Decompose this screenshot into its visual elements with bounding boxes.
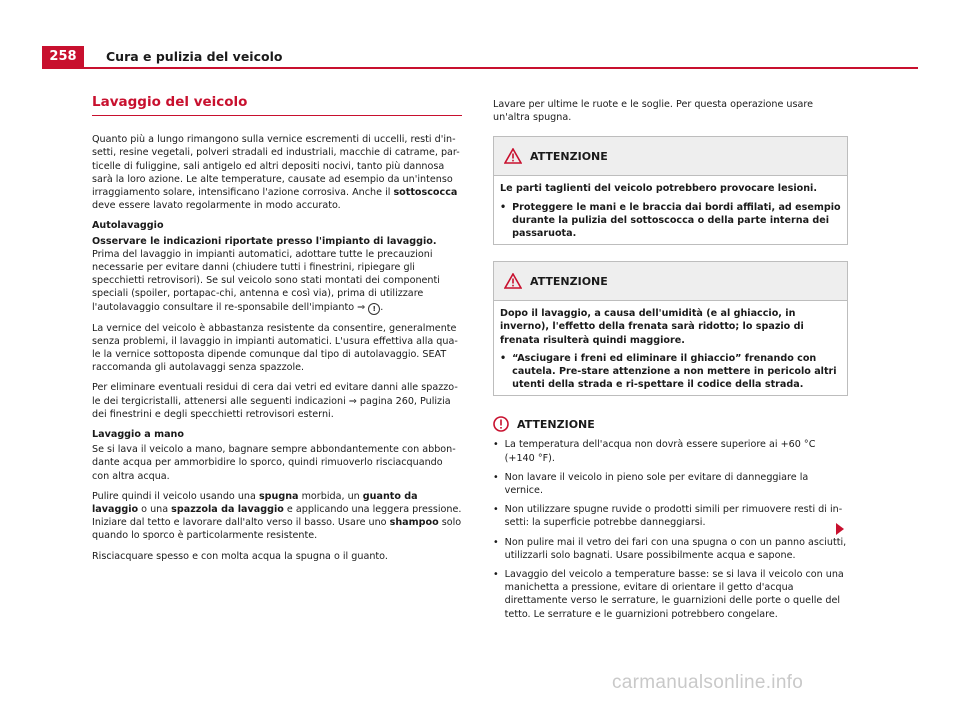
header-divider: [42, 67, 918, 69]
manual-wash-paragraph-3: Risciacquare spesso e con molta acqua la spugna o il guanto.: [92, 550, 388, 562]
warning-triangle-icon: [504, 148, 522, 164]
note-item: • Lavaggio del veicolo a temperature basse: se si lava il veicolo con una manichetta a pressione, evitare di orientare il getto d'acqua direttamente verso le serrature, le guarnizioni delle porte o quelle del tetto. Le serrature e le guarnizioni potrebbero congelare.: [493, 569, 844, 620]
autolavaggio-paragraph-1: Osservare le indicazioni riportate presso l'impianto di lavaggio. Prima del lavaggio in impianti automatici, adottare tutte le precauzioni necessarie per evitare danni (chiudere tutti i finestrini, ripiegare gli specchietti retrovisori). Se sul veicolo sono stati montati dei componenti speciali (spoiler, portapac-chi, antenna e così via), prima di utilizzare l'autolavaggio consultare il re-sponsabile dell'impianto ⇒ ! .: [92, 235, 440, 313]
note-item: • Non lavare il veicolo in pieno sole per evitare di danneggiare la vernice.: [493, 471, 809, 497]
right-intro: Lavare per ultime le ruote e le soglie. Per questa operazione usare un'altra spugna.: [493, 99, 813, 124]
warning-title: ATTENZIONE: [530, 274, 608, 288]
note-item: • Non pulire mai il vetro dei fari con una spugna o con un panno asciutti, utilizzarli solo bagnati. Usare possibilmente acqua e sapone.: [493, 536, 847, 561]
autolavaggio-paragraph-2: La vernice del veicolo è abbastanza resistente da consentire, generalmente senza problemi, il lavaggio in impianti automatici. L'usura effettiva alla qua-le la vernice sottoposta dipende comunque dal tipo di autolavaggio. SEAT raccomanda gli autolavaggi senza spazzole.: [92, 322, 458, 374]
warning-text: Le parti taglienti del veicolo potrebbero provocare lesioni.: [500, 183, 817, 195]
warning-box-header: [494, 137, 847, 176]
note-header: [493, 416, 848, 432]
caution-icon[interactable]: !: [368, 303, 380, 315]
autolavaggio-heading: Autolavaggio: [92, 220, 164, 232]
note-item: • La temperatura dell'acqua non dovrà essere superiore ai +60 °C (+140 °F).: [493, 439, 816, 464]
autolavaggio-paragraph-3: Per eliminare eventuali residui di cera dai vetri ed evitare danni alle spazzo-le dei tergicristalli, attenersi alle seguenti indicazioni ⇒ pagina 260, Pulizia dei finestrini e degli specchietti retrovisori esterni.: [92, 382, 458, 420]
warning-text: Dopo il lavaggio, a causa dell'umidità (e al ghiaccio, in inverno), l'effetto della frenata sarà ridotto; lo spazio di frenata risulterà quindi maggiore.: [500, 308, 804, 346]
left-column: [92, 96, 462, 570]
warning-title: ATTENZIONE: [530, 149, 608, 163]
warning-box-2: [493, 261, 848, 396]
warning-bullet: • Proteggere le mani e le braccia dai bordi affilati, ad esempio durante la pulizia del sottoscocca o della parte interna dei passaruota.: [500, 201, 841, 240]
continue-arrow-icon[interactable]: [836, 523, 844, 535]
warning-triangle-icon: [504, 273, 522, 289]
warning-box-header: [494, 262, 847, 301]
section-title: Lavaggio del veicolo: [92, 96, 462, 116]
watermark: carmanualsonline.info: [612, 672, 804, 693]
note-title: ATTENZIONE: [517, 417, 595, 431]
right-column: [493, 98, 848, 621]
page-number: 258: [42, 46, 84, 68]
note-list: [493, 438, 848, 620]
attention-circle-icon: [493, 416, 509, 432]
chapter-title: Cura e pulizia del veicolo: [106, 49, 283, 64]
note-item: • Non utilizzare spugne ruvide o prodotti simili per rimuovere resti di in-setti: la superficie potrebbe danneggiarsi.: [493, 504, 843, 529]
manual-wash-paragraph-2: Pulire quindi il veicolo usando una spugna morbida, un guanto da lavaggio o una spazzola da lavaggio e applicando una leggera pressione. Iniziare dal tetto e lavorare dall'alto verso il basso. Usare uno shampoo solo quando lo sporco è particolarmente resistente.: [92, 490, 462, 542]
manual-wash-paragraph-1: Se si lava il veicolo a mano, bagnare sempre abbondantemente con abbon-dante acqua per ammorbidire lo sporco, quindi rimuoverlo risciacquando con altra acqua.: [92, 444, 456, 482]
warning-box-1: [493, 136, 848, 245]
manual-wash-heading: Lavaggio a mano: [92, 429, 184, 441]
warning-box-body: [494, 176, 847, 244]
warning-bullet: • “Asciugare i freni ed eliminare il ghiaccio” frenando con cautela. Pre-stare attenzione a non mettere in pericolo altri utenti della strada e ri-spettare il codice della strada.: [500, 352, 837, 391]
warning-box-body: [494, 301, 847, 395]
intro-paragraph: Quanto più a lungo rimangono sulla vernice escrementi di uccelli, resti d'in-setti, resine vegetali, polveri stradali ed industriali, macchie di catrame, par-ticelle di fuliggine, sali antigelo ed altri depositi nocivi, tanto più dannosa sarà la loro azione. Le alte temperature, causate ad esempio da un'intenso irraggiamento solare, intensificano l'azione corrosiva. Anche il sottoscocca deve essere lavato regolarmente in modo accurato.: [92, 134, 460, 212]
